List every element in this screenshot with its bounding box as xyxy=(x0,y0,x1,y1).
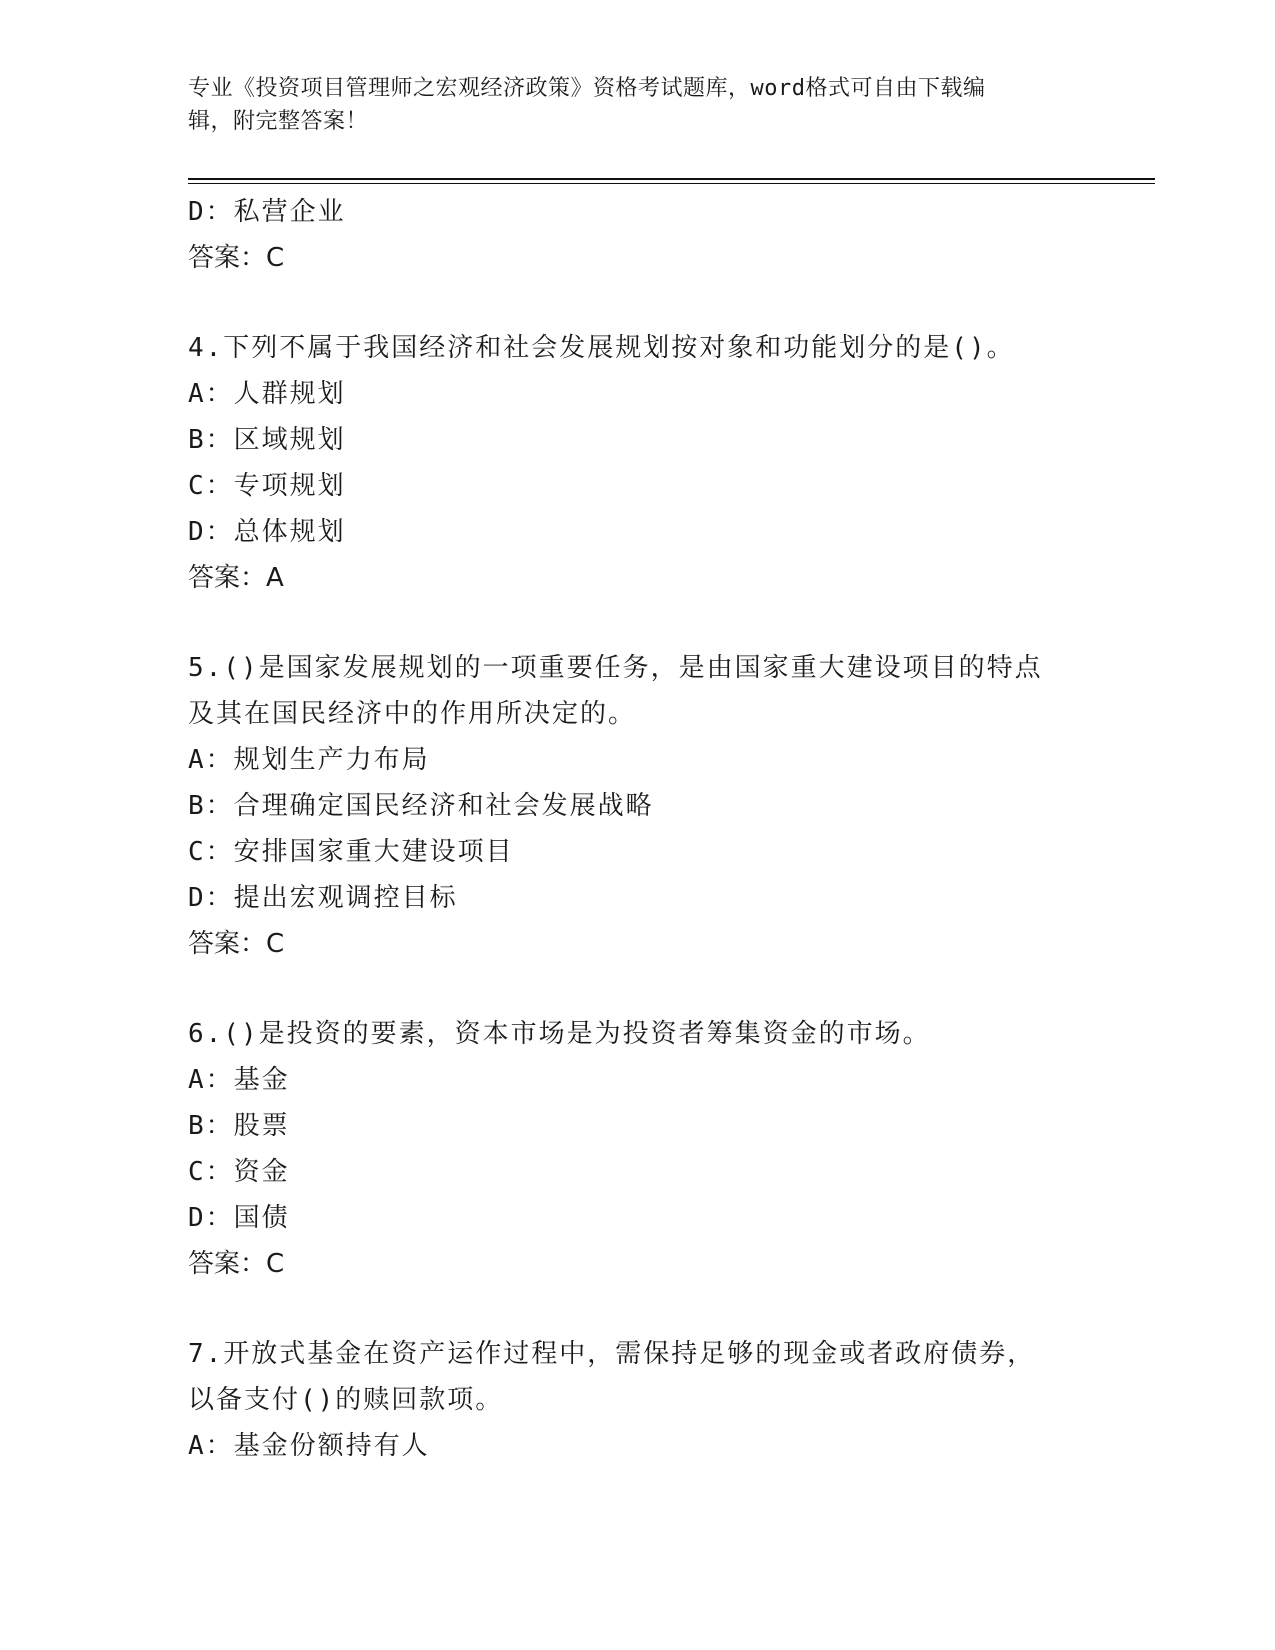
question-stem: 5.()是国家发展规划的一项重要任务，是由国家重大建设项目的特点 xyxy=(188,653,1043,683)
question-stem: 7.开放式基金在资产运作过程中，需保持足够的现金或者政府债券， xyxy=(188,1339,1036,1369)
document-header xyxy=(188,72,1068,138)
question-4 xyxy=(188,325,1088,601)
option-a: A：规划生产力布局 xyxy=(188,745,430,775)
answer-line: 答案：C xyxy=(188,243,285,273)
option-c: C：专项规划 xyxy=(188,471,346,501)
option-b: B：股票 xyxy=(188,1111,290,1141)
option-a: A：人群规划 xyxy=(188,379,346,409)
option-a: A：基金份额持有人 xyxy=(188,1431,430,1461)
option-d: D：国债 xyxy=(188,1203,290,1233)
option-d: D：私营企业 xyxy=(188,197,346,227)
answer-line: 答案：C xyxy=(188,1249,285,1279)
question-stem: 6.()是投资的要素，资本市场是为投资者筹集资金的市场。 xyxy=(188,1019,931,1049)
option-c: C：安排国家重大建设项目 xyxy=(188,837,514,867)
answer-line: 答案：C xyxy=(188,929,285,959)
option-d: D：提出宏观调控目标 xyxy=(188,883,458,913)
option-b: B：区域规划 xyxy=(188,425,346,455)
option-a: A：基金 xyxy=(188,1065,290,1095)
question-stem-continued: 以备支付()的赎回款项。 xyxy=(188,1385,504,1415)
question-stem-continued: 及其在国民经济中的作用所决定的。 xyxy=(188,699,637,729)
question-7 xyxy=(188,1331,1088,1469)
header-divider-thick xyxy=(188,178,1155,180)
option-c: C：资金 xyxy=(188,1157,290,1187)
answer-line: 答案：A xyxy=(188,563,284,593)
question-content xyxy=(188,189,1088,1469)
option-d: D：总体规划 xyxy=(188,517,346,547)
question-6 xyxy=(188,1011,1088,1287)
header-divider-thin xyxy=(188,183,1155,184)
header-line-1: 专业《投资项目管理师之宏观经济政策》资格考试题库，word格式可自由下载编 xyxy=(188,76,986,101)
question-stem: 4.下列不属于我国经济和社会发展规划按对象和功能划分的是()。 xyxy=(188,333,1015,363)
header-line-2: 辑，附完整答案！ xyxy=(188,109,369,134)
option-b: B：合理确定国民经济和社会发展战略 xyxy=(188,791,654,821)
question-5 xyxy=(188,645,1088,967)
